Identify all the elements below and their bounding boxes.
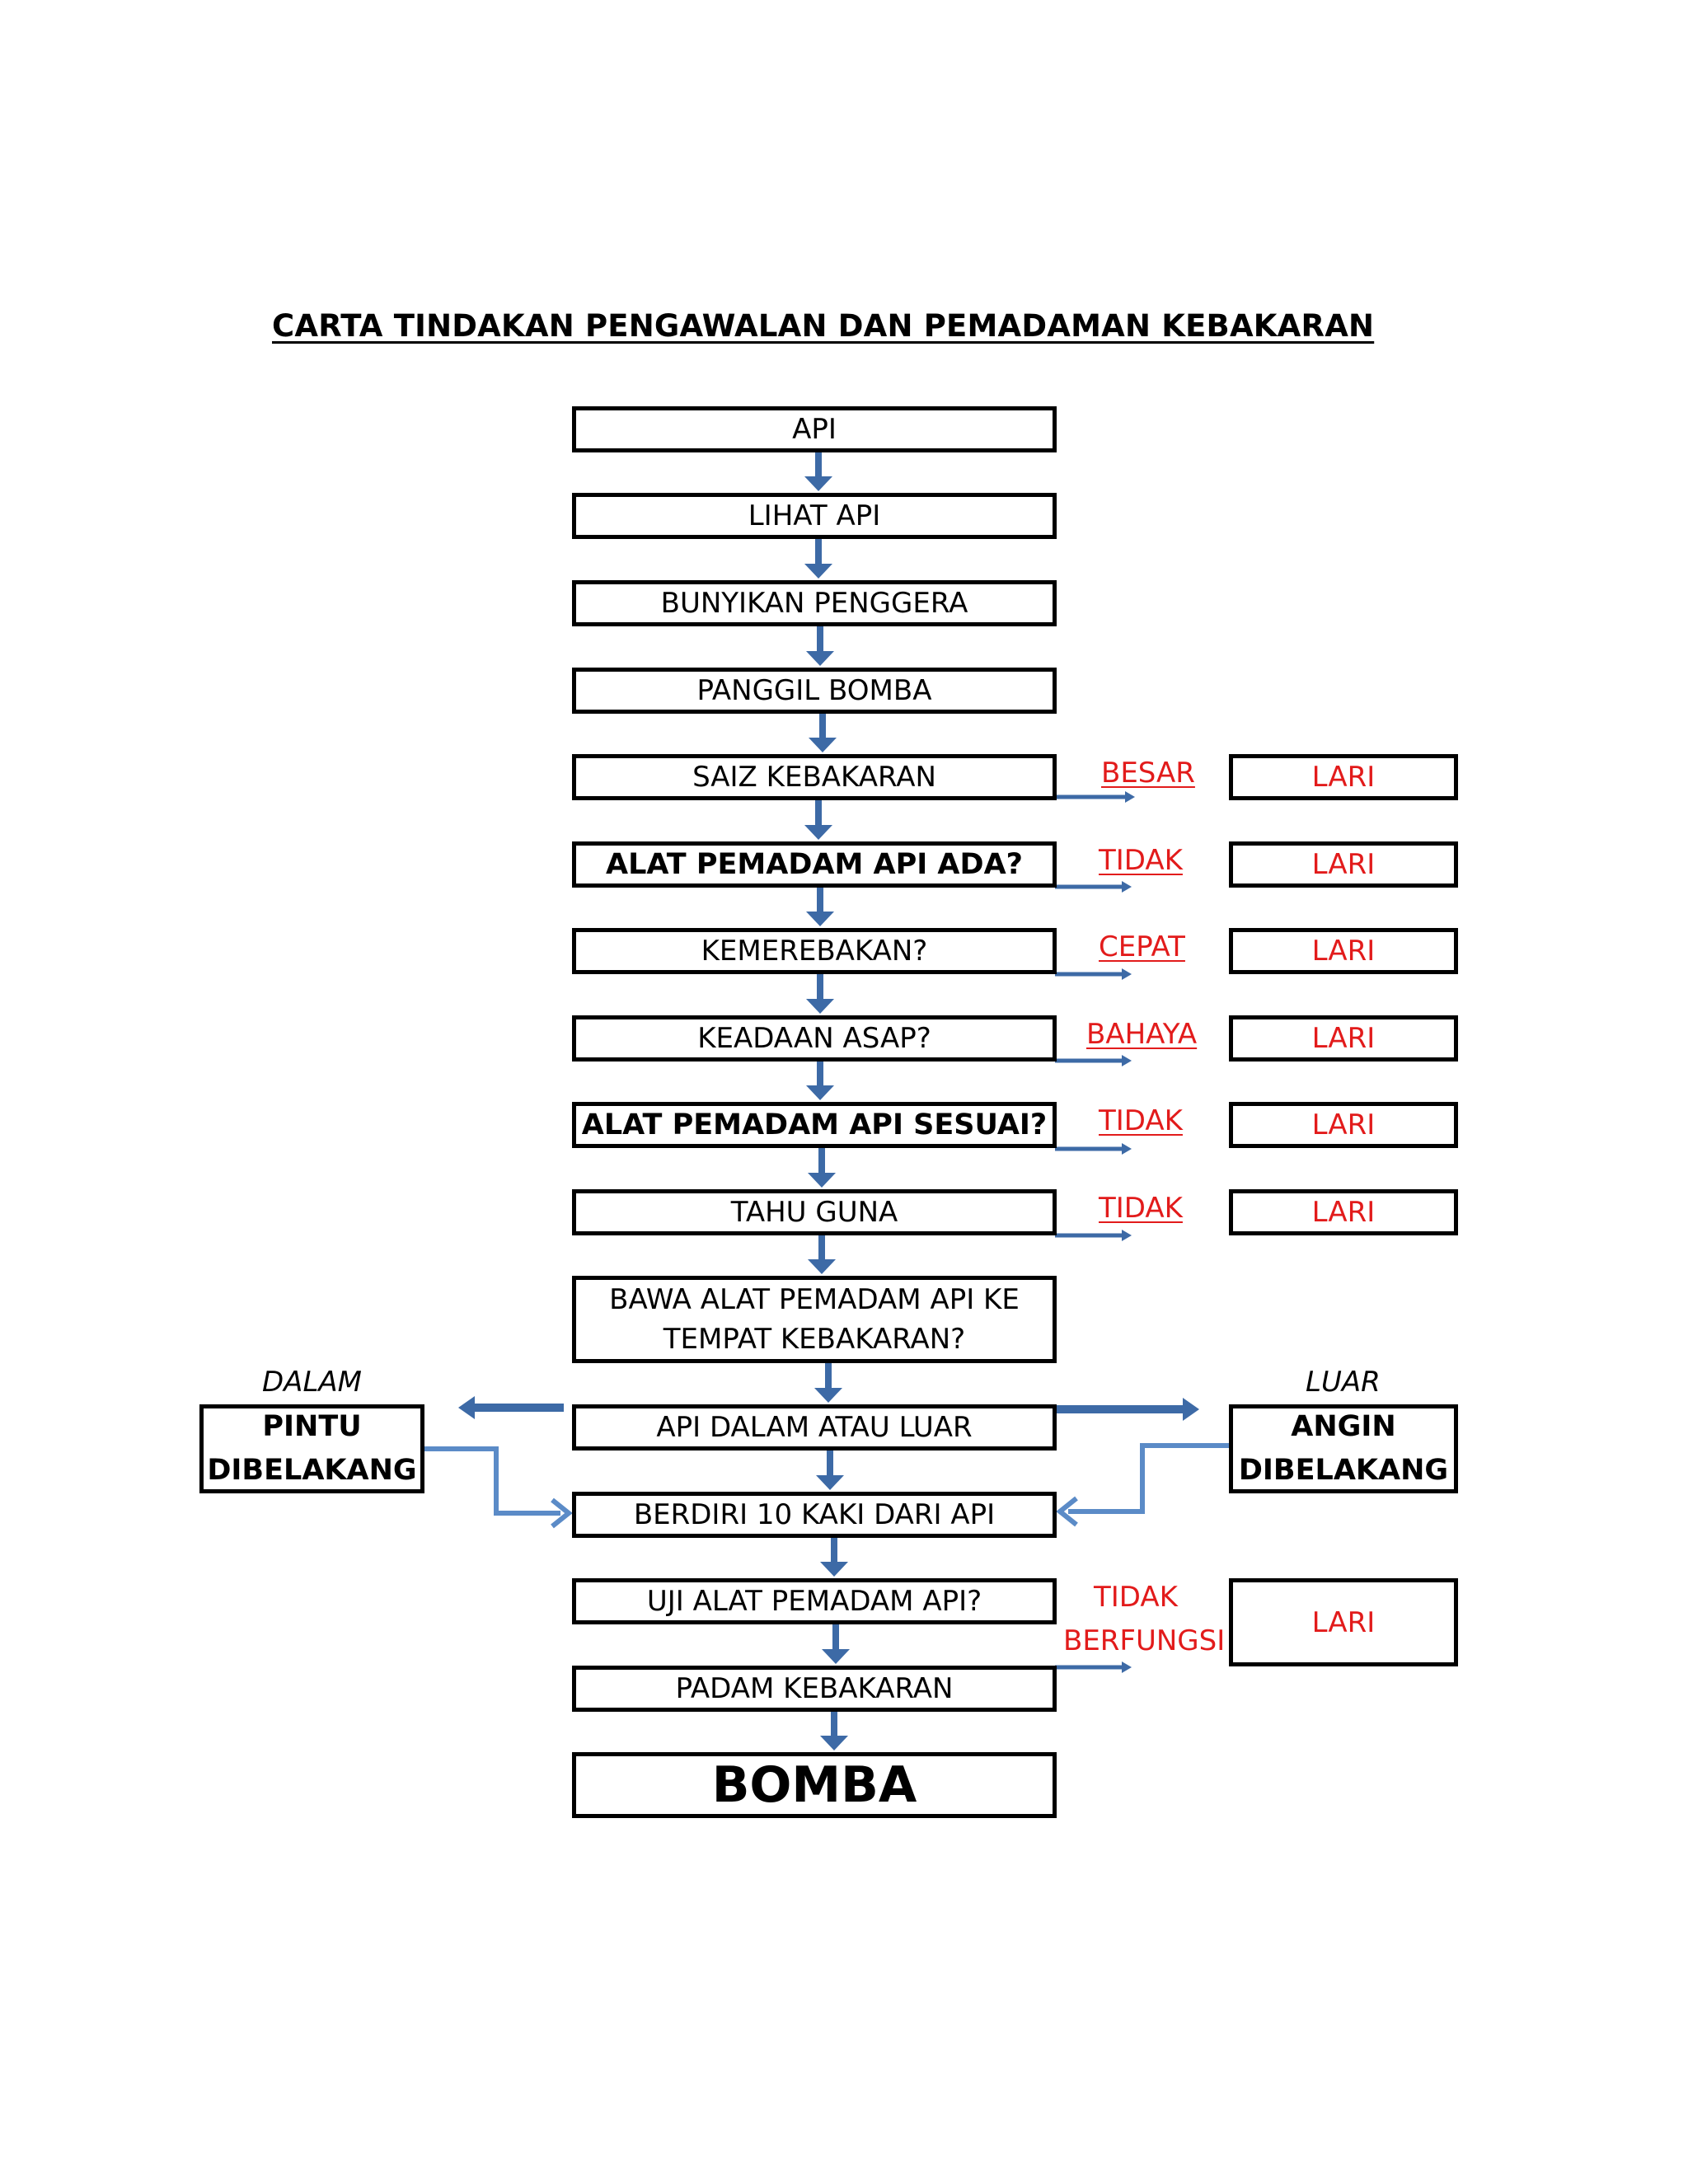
- branch-left-line1: PINTU: [262, 1410, 362, 1443]
- step-keadaan-asap: KEADAAN ASAP?: [572, 1015, 1057, 1062]
- right-arrow-cepat-head: [1122, 968, 1132, 980]
- step-saiz-kebakaran: SAIZ KEBAKARAN: [572, 754, 1057, 800]
- connector-pintu-to-berdiri: [424, 1449, 560, 1513]
- down-arrow-6: [806, 888, 834, 926]
- branch-right-line2: DIBELAKANG: [1238, 1454, 1449, 1487]
- step-bawa-alat: [572, 1276, 1057, 1363]
- condition-tidak-berfungsi-line2: BERFUNGSI: [1063, 1624, 1226, 1657]
- right-arrow-tidak-sesuai-head: [1122, 1143, 1132, 1155]
- step-lihat-api: LIHAT API: [572, 493, 1057, 539]
- branch-pintu-dibelakang: [199, 1404, 424, 1493]
- down-arrow-9: [808, 1148, 836, 1188]
- condition-tidak-sesuai: TIDAK: [1099, 1104, 1183, 1137]
- right-arrow-bahaya-head: [1122, 1055, 1132, 1066]
- down-arrow-11: [814, 1363, 842, 1403]
- down-arrow-8: [806, 1062, 834, 1100]
- condition-tidak-tahu: TIDAK: [1099, 1192, 1183, 1225]
- right-arrow-tidak-tahu-head: [1122, 1230, 1132, 1241]
- step-alat-pemadam-ada: ALAT PEMADAM API ADA?: [572, 841, 1057, 888]
- action-lari-tidak-berfungsi: LARI: [1229, 1578, 1458, 1666]
- right-arrow-tidak-berfungsi-head: [1122, 1661, 1132, 1673]
- condition-tidak-berfungsi-line1: TIDAK: [1094, 1581, 1178, 1614]
- action-lari-cepat: LARI: [1229, 928, 1458, 974]
- step-bawa-alat-line1: BAWA ALAT PEMADAM API KE: [609, 1283, 1020, 1316]
- chart-title: CARTA TINDAKAN PENGAWALAN DAN PEMADAMAN KEBAKARAN: [272, 308, 1375, 344]
- step-alat-pemadam-sesuai: ALAT PEMADAM API SESUAI?: [572, 1102, 1057, 1148]
- step-bunyikan-penggera: BUNYIKAN PENGGERA: [572, 580, 1057, 626]
- step-bawa-alat-line2: TEMPAT KEBAKARAN?: [663, 1323, 966, 1356]
- step-berdiri-10-kaki: BERDIRI 10 KAKI DARI API: [572, 1492, 1057, 1538]
- down-arrow-5: [804, 800, 832, 840]
- action-lari-tidak-tahu: LARI: [1229, 1189, 1458, 1235]
- action-lari-tidak-sesuai: LARI: [1229, 1102, 1458, 1148]
- step-api-dalam-luar: API DALAM ATAU LUAR: [572, 1404, 1057, 1451]
- down-arrow-12: [816, 1451, 844, 1490]
- step-bomba: BOMBA: [572, 1752, 1057, 1818]
- condition-cepat: CEPAT: [1099, 930, 1185, 963]
- down-arrow-13: [820, 1538, 848, 1577]
- branch-left-line2: DIBELAKANG: [207, 1454, 417, 1487]
- condition-besar: BESAR: [1101, 757, 1195, 790]
- down-arrow-14: [822, 1624, 850, 1664]
- step-panggil-bomba: PANGGIL BOMBA: [572, 668, 1057, 714]
- right-arrow-besar-head: [1125, 791, 1135, 803]
- step-kemerebakan: KEMEREBAKAN?: [572, 928, 1057, 974]
- right-arrow-tidak-ada-head: [1122, 881, 1132, 893]
- branch-angin-dibelakang: [1229, 1404, 1458, 1493]
- down-arrow-4: [809, 714, 837, 752]
- down-arrow-3: [806, 626, 834, 666]
- connector-angin-to-berdiri: [1068, 1446, 1229, 1511]
- action-lari-besar: LARI: [1229, 754, 1458, 800]
- condition-tidak-ada: TIDAK: [1099, 844, 1183, 877]
- step-api: API: [572, 406, 1057, 452]
- down-arrow-2: [804, 539, 832, 579]
- branch-luar-heading: LUAR: [1306, 1366, 1381, 1399]
- down-arrow-15: [820, 1712, 848, 1750]
- step-uji-alat: UJI ALAT PEMADAM API?: [572, 1578, 1057, 1624]
- action-lari-bahaya: LARI: [1229, 1015, 1458, 1062]
- condition-bahaya: BAHAYA: [1086, 1018, 1198, 1051]
- step-padam-kebakaran: PADAM KEBAKARAN: [572, 1666, 1057, 1712]
- down-arrow-7: [806, 974, 834, 1014]
- action-lari-tidak-ada: LARI: [1229, 841, 1458, 888]
- arrow-to-luar: [1057, 1398, 1199, 1421]
- branch-right-line1: ANGIN: [1291, 1410, 1396, 1443]
- arrow-to-dalam: [458, 1396, 564, 1419]
- step-tahu-guna: TAHU GUNA: [572, 1189, 1057, 1235]
- branch-dalam-heading: DALAM: [262, 1366, 362, 1399]
- down-arrow-10: [808, 1235, 836, 1274]
- down-arrow-1: [804, 452, 832, 491]
